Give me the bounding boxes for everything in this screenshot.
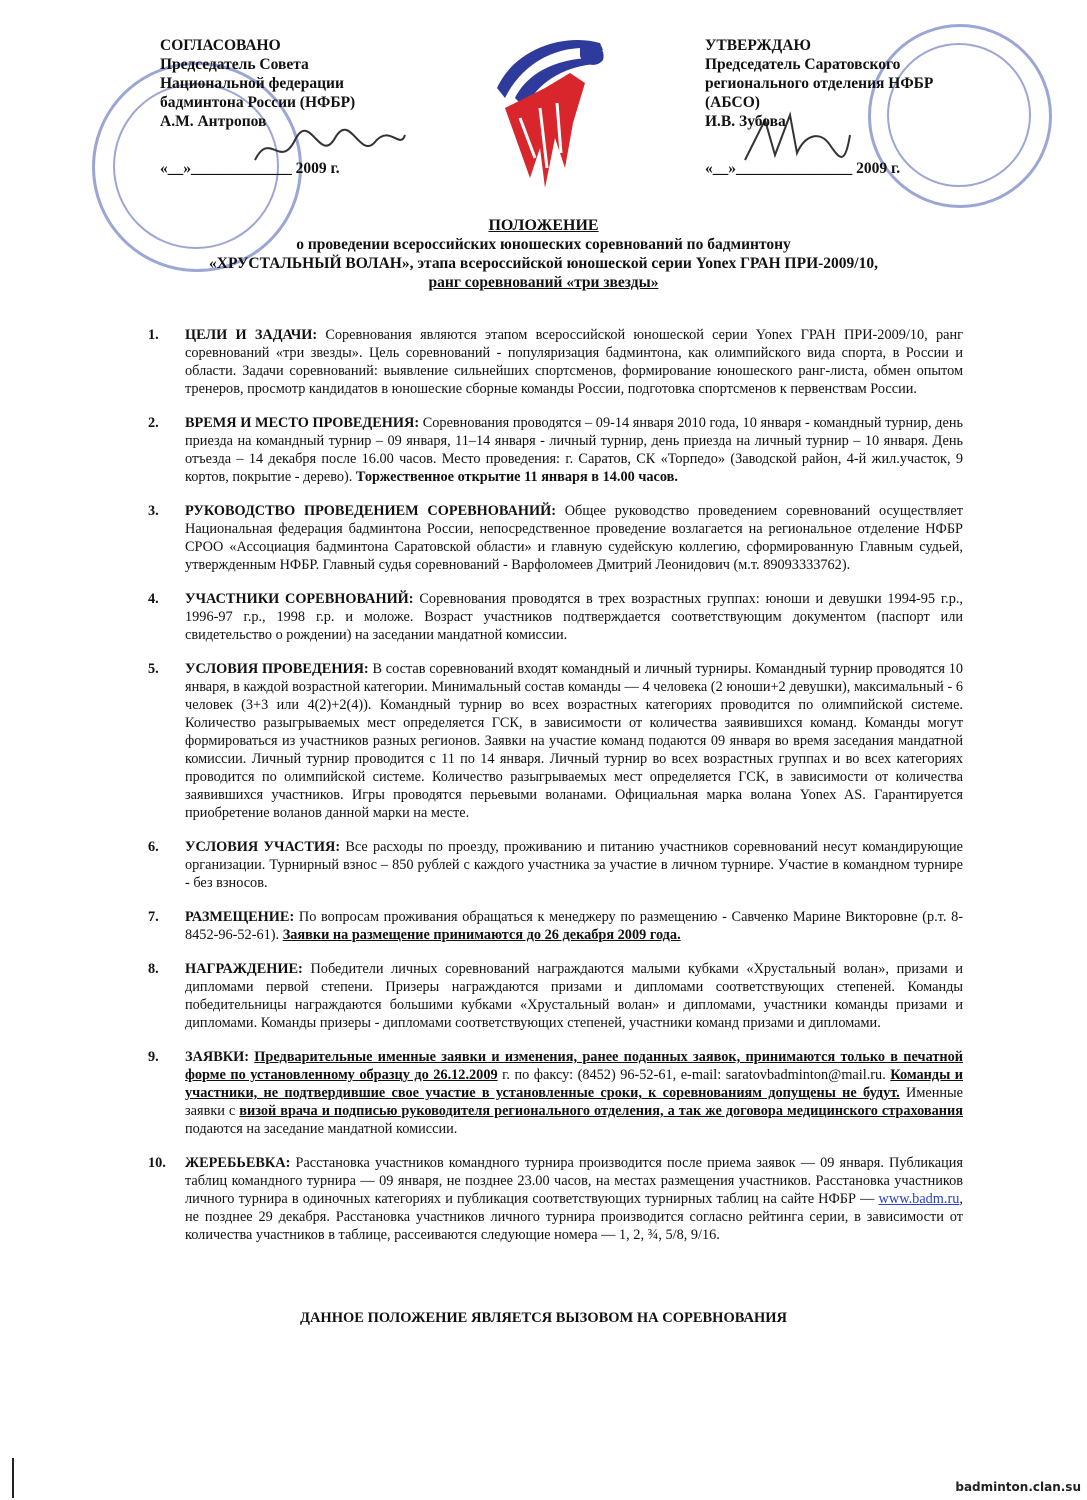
agreed-line-5: А.М. Антропов — [160, 113, 267, 130]
badm-website-link[interactable]: www.badm.ru — [878, 1191, 960, 1207]
applications-text: Именные заявки с — [185, 1085, 964, 1119]
agreed-line-4: бадминтона России (НФБР) — [160, 94, 356, 111]
section-heading: УСЛОВИЯ ПРОВЕДЕНИЯ: — [185, 661, 369, 677]
section-text: Общее руководство проведением соревнований осуществляет Национальная федерация бадминтона России, непосредственное проведение возлагается на региональное отделение НФБР СРОО «Ассоциация бадминтона Саратовской области» и главную судейскую коллегию, сформированную Главным судьей, утвержденным НФБР. Главный судья соревнований - Варфоломеев Дмитрий Леонидович (м.т. 89093333762). — [185, 503, 963, 573]
section-heading: УЧАСТНИКИ СОРЕВНОВАНИЙ: — [185, 591, 414, 607]
agreed-line-3: Национальной федерации — [160, 75, 344, 92]
accommodation-deadline: Заявки на размещение принимаются до 26 декабря 2009 года. — [282, 927, 681, 943]
opening-ceremony-note: Торжественное открытие 11 января в 14.00 часов. — [355, 469, 678, 485]
sections-list — [148, 326, 963, 1260]
section-awards — [148, 960, 963, 1032]
section-text: Победители личных соревнований награждаются малыми кубками «Хрустальный волан», призами и дипломами первой степени. Призеры награждаются призами и дипломами соответствующих степеней. Команды победительницы награждаются большими кубками «Хрустальный волан» и дипломами, участники команды призами и дипломами. Команды призеры - дипломами соответствующих степеней, участники команд призами и дипломами. — [185, 961, 963, 1031]
section-number: 9. — [148, 1049, 159, 1065]
applications-medical: визой врача и подписью руководителя регионального отделения, а так же договора медицинского страхования — [239, 1103, 963, 1119]
section-heading: РУКОВОДСТВО ПРОВЕДЕНИЕМ СОРЕВНОВАНИЙ: — [185, 503, 556, 519]
site-watermark: badminton.clan.su — [955, 1480, 1081, 1494]
section-heading: ЗАЯВКИ: — [185, 1049, 249, 1065]
approve-line-5: И.В. Зубова — [705, 113, 786, 130]
section-text: В состав соревнований входят командный и личный турниры. Командный турнир проводятся 10 января, в каждой возрастной категории. Минимальный состав команды — 4 человека (2 юноши+2 девушки), максимальный - 6 человек (3+3 или 4(2)+2(4)). Командный турнир во всех возрастных категориях проводится по олимпийской системе. Количество разыгрываемых мест определяется ГСК, в зависимости от количества заявившихся команд. Команды могут формироваться из участников разных регионов. Заявки на участие команд подаются 09 января во время заседания мандатной комиссии. Личный турнир проводится с 11 по 14 января. Личный турнир во всех возрастных группах и во всех категориях проводится по олимпийской системе. Количество разыгрываемых мест определяется ГСК, в зависимости от количества заявившихся участников. Игры проводятся перьевыми воланами. Официальная марка волана Yonex AS. Гарантируется приобретение воланов данной марки на месте. — [185, 661, 963, 821]
applications-warning: Команды и участники, не подтвердившие свое участие в установленные сроки, к соревнованиям допущены не будут. — [185, 1067, 963, 1101]
agreed-line-2: Председатель Совета — [160, 56, 309, 73]
section-heading: ВРЕМЯ И МЕСТО ПРОВЕДЕНИЯ: — [185, 415, 420, 431]
section-heading: УСЛОВИЯ УЧАСТИЯ: — [185, 839, 341, 855]
section-number: 6. — [148, 839, 159, 855]
title-line-2: «ХРУСТАЛЬНЫЙ ВОЛАН», этапа всероссийской юношеской серии Yonex ГРАН ПРИ-2009/10, — [209, 255, 878, 272]
section-text: Расстановка участников командного турнира производится после приема заявок — 09 января. Публикация таблиц командного турнира — 09 января, не позднее 23.00 часов, на местах размещения участников. Расстановка участников личного турнира в одиночных категориях и публикация соответствующих турнирных таблиц на сайте НФБР — — [185, 1155, 963, 1207]
section-number: 10. — [148, 1155, 166, 1171]
section-text: Соревнования являются этапом всероссийской юношеской серии Yonex ГРАН ПРИ-2009/10, ранг соревнований «три звезды». Цель соревнований - популяризация бадминтона, как олимпийского вида спорта, в России и области. Задачи соревнований: выявление сильнейших спортсменов, формирование юношеского ранг-листа, обмен опытом тренеров, просмотр кандидатов в юношеские сборные команды России, подготовка спортсменов к первенствам России. — [185, 327, 963, 397]
approve-line-1: УТВЕРЖДАЮ — [705, 37, 811, 54]
section-heading: ЦЕЛИ И ЗАДАЧИ: — [185, 327, 318, 343]
approve-date: «__»_______________ 2009 г. — [705, 160, 901, 177]
title-line-3: ранг соревнований «три звезды» — [428, 274, 659, 291]
approve-line-4: (АБСО) — [705, 94, 760, 111]
closing-statement: ДАННОЕ ПОЛОЖЕНИЕ ЯВЛЯЕТСЯ ВЫЗОВОМ НА СОРЕВНОВАНИЯ — [299, 1310, 788, 1326]
section-number: 5. — [148, 661, 159, 677]
section-heading: ЖЕРЕБЬЕВКА: — [185, 1155, 291, 1171]
approve-line-3: регионального отделения НФБР — [705, 75, 934, 92]
section-text-end: , не позднее 29 декабря. Расстановка участников личного турнира производится согласно рейтинга серии, в зависимости от количества участников в таблице, рассеиваются следующие номера — 1, 2, ¾, 5/8, 9/16. — [185, 1191, 963, 1243]
agreed-block — [160, 36, 355, 178]
section-text: Соревнования проводятся в трех возрастных группах: юноши и девушки 1994-95 г.р., 1996-97 г.р., 1998 г.р. и моложе. Возраст участников подтверждается соответствующим документом (паспорт или свидетельство о рождении) на заседании мандатной комиссии. — [185, 591, 963, 643]
scan-edge-mark — [12, 1458, 14, 1498]
approve-line-2: Председатель Саратовского — [705, 56, 901, 73]
section-time-place — [148, 414, 963, 486]
section-number: 7. — [148, 909, 159, 925]
applications-text-end: подаются на заседание мандатной комиссии. — [185, 1121, 458, 1137]
agreed-line-1: СОГЛАСОВАНО — [160, 37, 281, 54]
approve-block — [705, 36, 933, 178]
applications-deadline: Предварительные именные заявки и изменения, ранее поданных заявок, принимаются только в печатной форме по установленному образцу до 26.12.2009 — [185, 1049, 963, 1083]
applications-contacts: г. по факсу: (8452) 96-52-61, e-mail: saratovbadminton@mail.ru. — [497, 1067, 891, 1083]
section-heading: НАГРАЖДЕНИЕ: — [185, 961, 303, 977]
section-number: 4. — [148, 591, 159, 607]
document-title — [0, 216, 1087, 292]
agreed-date: «__»_____________ 2009 г. — [160, 160, 340, 177]
section-text: По вопросам проживания обращаться к менеджеру по размещению - Савченко Марине Викторовне (р.т. 8-8452-96-52-61). — [185, 909, 963, 943]
section-conditions — [148, 660, 963, 822]
badminton-shuttlecock-logo — [485, 28, 615, 193]
section-participants — [148, 590, 963, 644]
title-heading: ПОЛОЖЕНИЕ — [488, 217, 599, 234]
section-text: Все расходы по проезду, проживанию и питанию участников соревнований несут командирующие организации. Турнирный взнос – 850 рублей с каждого участника за участие в личном турнире. Участие в командном турнире - без взносов. — [185, 839, 963, 891]
section-text: Соревнования проводятся – 09-14 января 2010 года, 10 января - командный турнир, день приезда на командный турнир – 09 января, 11–14 января - личный турнир, день приезда на личный турнир – 10 января. День отъезда – 14 декабря после 16.00 часов. Место проведения: г. Саратов, СК «Торпедо» (Заводской район, 4-й жил.участок, 9 кортов, покрытие - дерево). — [185, 415, 963, 485]
section-participation — [148, 838, 963, 892]
section-number: 2. — [148, 415, 159, 431]
section-heading: РАЗМЕЩЕНИЕ: — [185, 909, 295, 925]
title-line-1: о проведении всероссийских юношеских соревнований по бадминтону — [296, 236, 791, 253]
section-number: 3. — [148, 503, 159, 519]
section-draw — [148, 1154, 963, 1244]
section-accommodation — [148, 908, 963, 944]
section-number: 1. — [148, 327, 159, 343]
section-applications — [148, 1048, 963, 1138]
section-number: 8. — [148, 961, 159, 977]
section-management — [148, 502, 963, 574]
section-goals — [148, 326, 963, 398]
